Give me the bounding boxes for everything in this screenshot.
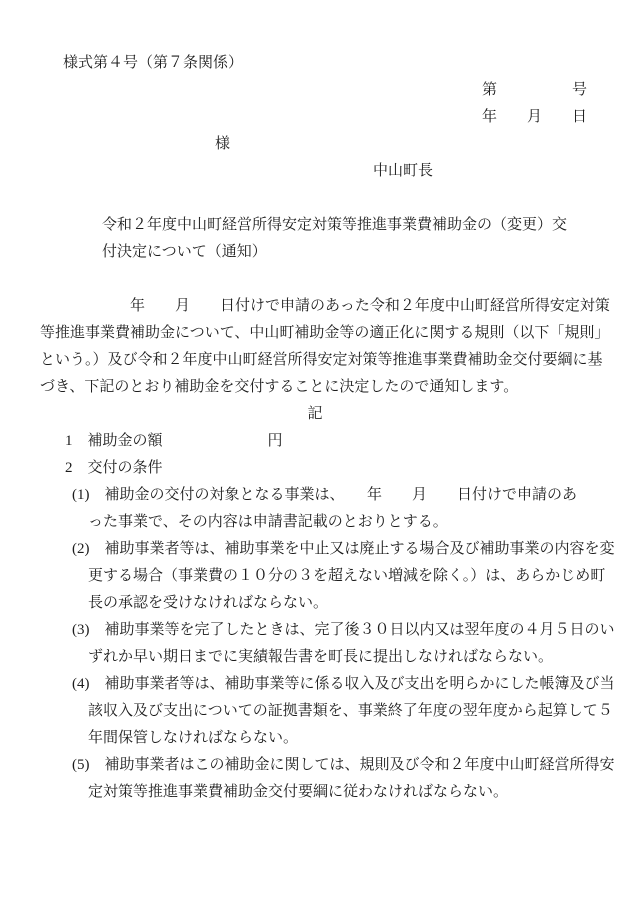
condition-2-line-3: 長の承認を受けなければならない。 bbox=[88, 595, 329, 611]
date-line: 年 月 日 bbox=[481, 109, 587, 125]
condition-5-line-2: 定対策等推進事業費補助金交付要綱に従わなければならない。 bbox=[88, 784, 509, 800]
addressee-line: 様 bbox=[215, 136, 231, 152]
condition-5-line-1: (5) 補助事業者はこの補助金に関しては、規則及び令和２年度中山町経営所得安 bbox=[72, 757, 615, 773]
item-1-subsidy-amount: 1 補助金の額 円 bbox=[65, 433, 283, 449]
body-paragraph-line-3: という。）及び令和２年度中山町経営所得安定対策等推進事業費補助金交付要綱に基 bbox=[40, 352, 603, 368]
condition-2-line-1: (2) 補助事業者等は、補助事業を中止又は廃止する場合及び補助事業の内容を変 bbox=[72, 541, 615, 557]
ki-marker: 記 bbox=[307, 406, 323, 422]
doc-number-line: 第 号 bbox=[481, 82, 587, 98]
condition-4-line-1: (4) 補助事業者等は、補助事業等に係る収入及び支出を明らかにした帳簿及び当 bbox=[72, 676, 615, 692]
condition-1-line-2: った事業で、その内容は申請書記載のとおりとする。 bbox=[88, 514, 448, 530]
condition-1-line-1: (1) 補助金の交付の対象となる事業は、 年 月 日付けで申請のあ bbox=[72, 487, 577, 503]
condition-4-line-2: 該収入及び支出についての証拠書類を、事業終了年度の翌年度から起算して５ bbox=[88, 703, 613, 719]
document-title-line-1: 令和２年度中山町経営所得安定対策等推進事業費補助金の（変更）交 bbox=[102, 217, 568, 233]
document-title-line-2: 付決定について（通知） bbox=[102, 244, 267, 260]
condition-3-line-1: (3) 補助事業等を完了したときは、完了後３０日以内又は翌年度の４月５日のい bbox=[72, 622, 615, 638]
body-paragraph-line-1: 年 月 日付けで申請のあった令和２年度中山町経営所得安定対策 bbox=[40, 298, 610, 314]
blank-line bbox=[0, 266, 630, 293]
condition-4-line-3: 年間保管しなければならない。 bbox=[88, 730, 299, 746]
body-paragraph-line-4: づき、下記のとおり補助金を交付することに決定したので通知します。 bbox=[40, 379, 519, 395]
form-number: 様式第４号（第７条関係） bbox=[63, 55, 244, 71]
sender-line: 中山町長 bbox=[373, 163, 434, 179]
condition-2-line-2: 更する場合（事業費の１０分の３を超えない増減を除く。）は、あらかじめ町 bbox=[88, 568, 606, 584]
body-paragraph-line-2: 等推進事業費補助金について、中山町補助金等の適正化に関する規則（以下「規則」 bbox=[40, 325, 610, 341]
item-2-grant-conditions: 2 交付の条件 bbox=[65, 460, 163, 476]
blank-line bbox=[0, 185, 630, 212]
condition-3-line-2: ずれか早い期日までに実績報告書を町長に提出しなければならない。 bbox=[88, 649, 554, 665]
